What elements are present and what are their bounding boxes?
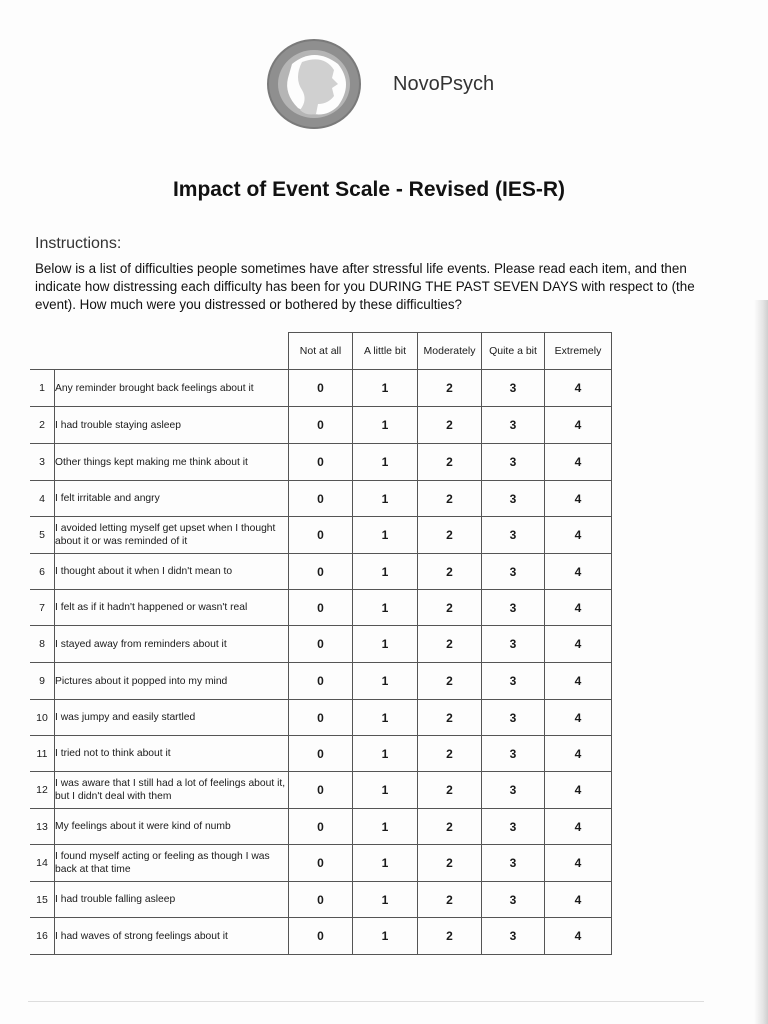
rating-option[interactable]: 0 xyxy=(289,736,353,772)
rating-option[interactable]: 3 xyxy=(482,700,545,736)
rating-option[interactable]: 0 xyxy=(289,918,353,955)
rating-option[interactable]: 3 xyxy=(482,918,545,955)
item-number: 11 xyxy=(30,736,55,772)
item-number: 13 xyxy=(30,809,55,845)
page-title: Impact of Event Scale - Revised (IES-R) xyxy=(172,178,566,201)
rating-option[interactable]: 2 xyxy=(418,736,482,772)
rating-option[interactable]: 1 xyxy=(353,407,418,444)
rating-option[interactable]: 0 xyxy=(289,481,353,517)
rating-option[interactable]: 0 xyxy=(289,700,353,736)
item-text: I had waves of strong feelings about it xyxy=(55,918,289,955)
rating-option[interactable]: 0 xyxy=(289,626,353,663)
table-row xyxy=(30,370,612,407)
item-number: 5 xyxy=(30,517,55,554)
item-number: 10 xyxy=(30,700,55,736)
rating-option[interactable]: 4 xyxy=(545,845,612,882)
item-text: My feelings about it were kind of numb xyxy=(55,809,289,845)
rating-option[interactable]: 0 xyxy=(289,517,353,554)
instructions-text: Below is a list of difficulties people sometimes have after stressful life events. Please read each item, and then indicate how distressing each difficulty has been for you DURING THE PAST SEVEN DAYS with respect to (the event). How much were you distressed or bothered by these difficulties? xyxy=(35,261,695,312)
rating-option[interactable]: 2 xyxy=(418,370,482,407)
item-text: I stayed away from reminders about it xyxy=(55,626,289,663)
rating-option[interactable]: 3 xyxy=(482,481,545,517)
rating-option[interactable]: 4 xyxy=(545,626,612,663)
rating-option[interactable]: 1 xyxy=(353,809,418,845)
item-text: I had trouble falling asleep xyxy=(55,882,289,918)
rating-option[interactable]: 3 xyxy=(482,736,545,772)
rating-option[interactable]: 3 xyxy=(482,772,545,809)
rating-option[interactable]: 0 xyxy=(289,772,353,809)
rating-option[interactable]: 3 xyxy=(482,554,545,590)
item-number: 3 xyxy=(30,444,55,481)
table-row xyxy=(30,845,612,882)
rating-option[interactable]: 3 xyxy=(482,370,545,407)
rating-option[interactable]: 4 xyxy=(545,882,612,918)
rating-option[interactable]: 0 xyxy=(289,554,353,590)
rating-option[interactable]: 2 xyxy=(418,772,482,809)
item-text: I found myself acting or feeling as though I was back at that time xyxy=(55,845,289,882)
item-text: I thought about it when I didn't mean to xyxy=(55,554,289,590)
header-blank-item xyxy=(55,333,289,370)
rating-option[interactable]: 4 xyxy=(545,809,612,845)
rating-option[interactable]: 4 xyxy=(545,663,612,700)
rating-option[interactable]: 1 xyxy=(353,882,418,918)
table-row xyxy=(30,444,612,481)
instructions-heading: Instructions: xyxy=(35,235,122,252)
table-row xyxy=(30,626,612,663)
rating-option[interactable]: 0 xyxy=(289,407,353,444)
rating-option[interactable]: 2 xyxy=(418,918,482,955)
table-row xyxy=(30,590,612,626)
item-text: Other things kept making me think about it xyxy=(55,444,289,481)
rating-option[interactable]: 0 xyxy=(289,882,353,918)
rating-option[interactable]: 0 xyxy=(289,444,353,481)
table-row xyxy=(30,554,612,590)
rating-option[interactable]: 2 xyxy=(418,407,482,444)
rating-option[interactable]: 1 xyxy=(353,736,418,772)
rating-option[interactable]: 2 xyxy=(418,882,482,918)
header-blank-number xyxy=(30,333,55,370)
item-number: 9 xyxy=(30,663,55,700)
item-text: I felt irritable and angry xyxy=(55,481,289,517)
item-number: 14 xyxy=(30,845,55,882)
rating-option[interactable]: 4 xyxy=(545,590,612,626)
rating-option[interactable]: 2 xyxy=(418,444,482,481)
item-text: I tried not to think about it xyxy=(55,736,289,772)
rating-option[interactable]: 4 xyxy=(545,407,612,444)
rating-option[interactable]: 3 xyxy=(482,517,545,554)
item-text: Any reminder brought back feelings about it xyxy=(55,370,289,407)
rating-option[interactable]: 3 xyxy=(482,444,545,481)
item-number: 8 xyxy=(30,626,55,663)
item-number: 1 xyxy=(30,370,55,407)
column-header: A little bit xyxy=(353,333,418,370)
column-header: Quite a bit xyxy=(482,333,545,370)
ies-r-table xyxy=(30,332,612,955)
rating-option[interactable]: 4 xyxy=(545,772,612,809)
rating-option[interactable]: 3 xyxy=(482,590,545,626)
rating-option[interactable]: 1 xyxy=(353,481,418,517)
novopsych-logo xyxy=(262,34,370,134)
rating-option[interactable]: 0 xyxy=(289,663,353,700)
rating-option[interactable]: 1 xyxy=(353,554,418,590)
column-header: Not at all xyxy=(289,333,353,370)
table-row xyxy=(30,663,612,700)
table-row xyxy=(30,700,612,736)
rating-option[interactable]: 2 xyxy=(418,517,482,554)
rating-option[interactable]: 4 xyxy=(545,918,612,955)
rating-option[interactable]: 1 xyxy=(353,370,418,407)
rating-option[interactable]: 1 xyxy=(353,590,418,626)
rating-option[interactable]: 2 xyxy=(418,700,482,736)
item-number: 6 xyxy=(30,554,55,590)
item-text: I had trouble staying asleep xyxy=(55,407,289,444)
rating-option[interactable]: 3 xyxy=(482,882,545,918)
rating-option[interactable]: 3 xyxy=(482,809,545,845)
rating-option[interactable]: 0 xyxy=(289,590,353,626)
rating-option[interactable]: 4 xyxy=(545,481,612,517)
table-row xyxy=(30,481,612,517)
table-row xyxy=(30,809,612,845)
item-number: 12 xyxy=(30,772,55,809)
item-text: I felt as if it hadn't happened or wasn't real xyxy=(55,590,289,626)
rating-option[interactable]: 3 xyxy=(482,626,545,663)
rating-option[interactable]: 2 xyxy=(418,590,482,626)
rating-option[interactable]: 1 xyxy=(353,626,418,663)
rating-option[interactable]: 4 xyxy=(545,517,612,554)
rating-option[interactable]: 1 xyxy=(353,918,418,955)
item-number: 4 xyxy=(30,481,55,517)
item-number: 7 xyxy=(30,590,55,626)
rating-option[interactable]: 1 xyxy=(353,663,418,700)
table-row xyxy=(30,882,612,918)
column-header: Moderately xyxy=(418,333,482,370)
rating-option[interactable]: 4 xyxy=(545,370,612,407)
rating-option[interactable]: 2 xyxy=(418,481,482,517)
rating-option[interactable]: 4 xyxy=(545,736,612,772)
rating-option[interactable]: 3 xyxy=(482,663,545,700)
brand-name: NovoPsych xyxy=(393,73,495,95)
table-row xyxy=(30,736,612,772)
page-divider xyxy=(28,1001,704,1002)
rating-option[interactable]: 1 xyxy=(353,700,418,736)
rating-option[interactable]: 2 xyxy=(418,809,482,845)
rating-option[interactable]: 1 xyxy=(353,772,418,809)
column-header: Extremely xyxy=(545,333,612,370)
rating-option[interactable]: 3 xyxy=(482,845,545,882)
item-rows xyxy=(30,370,612,955)
item-text: I was aware that I still had a lot of feelings about it, but I didn't deal with them xyxy=(55,772,289,809)
item-text: Pictures about it popped into my mind xyxy=(55,663,289,700)
rating-option[interactable]: 3 xyxy=(482,407,545,444)
table-row xyxy=(30,407,612,444)
rating-option[interactable]: 1 xyxy=(353,845,418,882)
rating-option[interactable]: 0 xyxy=(289,370,353,407)
rating-option[interactable]: 4 xyxy=(545,700,612,736)
item-text: I was jumpy and easily startled xyxy=(55,700,289,736)
rating-option[interactable]: 2 xyxy=(418,845,482,882)
rating-option[interactable]: 1 xyxy=(353,517,418,554)
table-row xyxy=(30,772,612,809)
rating-option[interactable]: 2 xyxy=(418,663,482,700)
rating-option[interactable]: 0 xyxy=(289,809,353,845)
item-number: 16 xyxy=(30,918,55,955)
item-number: 15 xyxy=(30,882,55,918)
rating-option[interactable]: 0 xyxy=(289,845,353,882)
table-row xyxy=(30,918,612,955)
item-number: 2 xyxy=(30,407,55,444)
item-text: I avoided letting myself get upset when I thought about it or was reminded of it xyxy=(55,517,289,554)
rating-option[interactable]: 4 xyxy=(545,444,612,481)
table-header-row xyxy=(30,333,612,370)
table-row xyxy=(30,517,612,554)
scan-edge-shadow xyxy=(754,300,768,1024)
rating-option[interactable]: 4 xyxy=(545,554,612,590)
rating-option[interactable]: 2 xyxy=(418,626,482,663)
rating-option[interactable]: 2 xyxy=(418,554,482,590)
rating-option[interactable]: 1 xyxy=(353,444,418,481)
